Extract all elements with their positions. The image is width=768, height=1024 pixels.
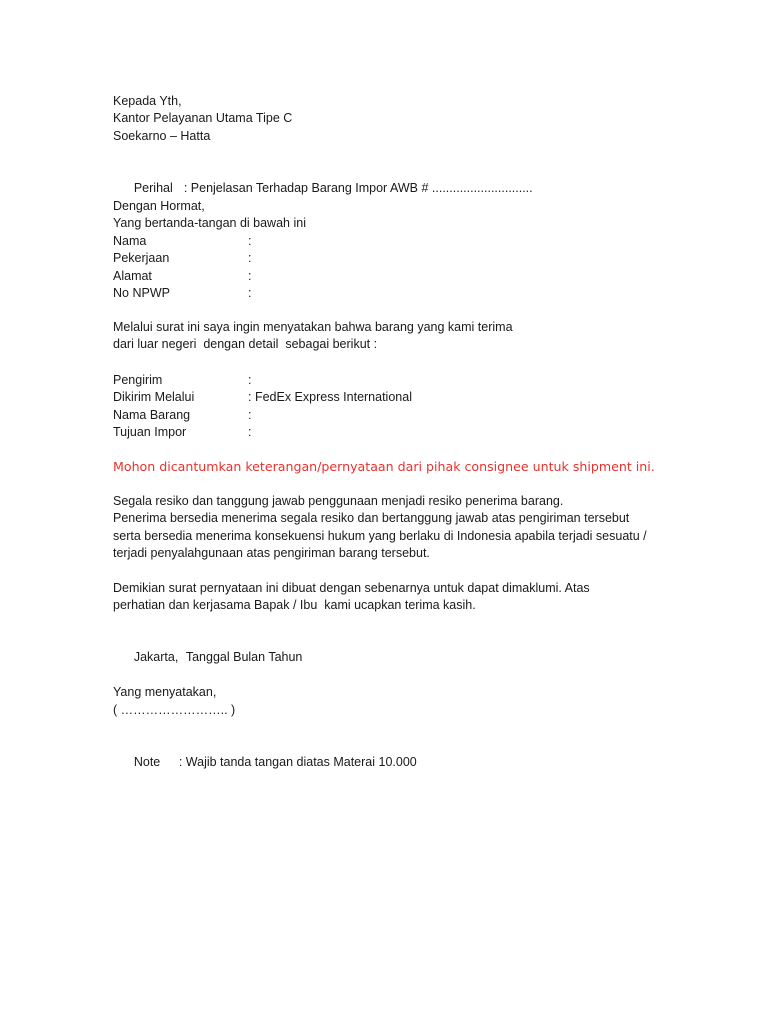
responsibility-line: Penerima bersedia menerima segala resiko dan bertanggung jawab atas pengiriman tersebut bbox=[113, 511, 630, 526]
responsibility-line: Segala resiko dan tanggung jawab penggunaan menjadi resiko penerima barang. bbox=[113, 494, 564, 508]
consignee-notice bbox=[113, 458, 713, 475]
signature-block bbox=[113, 632, 673, 702]
field-value: : bbox=[248, 425, 252, 440]
shipment-field-tujuan bbox=[113, 424, 673, 441]
salutation: Dengan Hormat, bbox=[113, 199, 205, 213]
statement-paragraph bbox=[113, 319, 673, 354]
shipment-field-pengirim bbox=[113, 372, 673, 389]
shipment-details bbox=[113, 372, 673, 442]
field-label: Pengirim bbox=[113, 373, 163, 387]
notice-text: Mohon dicantumkan keterangan/pernyataan dari pihak consignee untuk shipment ini. bbox=[113, 459, 655, 474]
field-value: : bbox=[248, 407, 252, 422]
field-label: Pekerjaan bbox=[113, 251, 170, 266]
signer-field-nama bbox=[113, 233, 673, 250]
signer-field-npwp bbox=[113, 285, 673, 302]
field-value: : bbox=[248, 233, 252, 248]
signer-section bbox=[113, 198, 673, 302]
field-label: Nama bbox=[113, 233, 147, 248]
note-value: : Wajib tanda tangan diatas Materai 10.000 bbox=[178, 755, 417, 770]
signer-intro: Yang bertanda-tangan di bawah ini bbox=[113, 216, 306, 231]
field-value: : bbox=[248, 286, 252, 301]
closing-line: perhatian dan kerjasama Bapak / Ibu kami ucapkan terima kasih. bbox=[113, 598, 476, 613]
field-value: : bbox=[248, 373, 252, 387]
statement-line: dari luar negeri dengan detail sebagai berikut : bbox=[113, 337, 378, 352]
subject-value: : Penjelasan Terhadap Barang Impor AWB # ............................. bbox=[183, 181, 533, 196]
recipient-line: Kantor Pelayanan Utama Tipe C bbox=[113, 111, 293, 126]
recipient-line: Kepada Yth, bbox=[113, 94, 182, 108]
shipment-field-nama-barang bbox=[113, 407, 673, 424]
signer-field-pekerjaan bbox=[113, 250, 673, 267]
field-value: : bbox=[248, 251, 252, 266]
note-label: Note bbox=[133, 755, 161, 770]
closing-line: Demikian surat pernyataan ini dibuat dengan sebenarnya untuk dapat dimaklumi. Atas bbox=[113, 581, 590, 595]
field-label: No NPWP bbox=[113, 286, 170, 301]
closing-paragraph bbox=[113, 580, 713, 615]
note-line bbox=[113, 737, 673, 789]
subject-label: Perihal bbox=[133, 181, 173, 196]
signature-name-line bbox=[113, 702, 673, 719]
responsibility-line: terjadi penyalahgunaan atas pengiriman barang tersebut. bbox=[113, 546, 430, 561]
field-value: : FedEx Express International bbox=[248, 390, 412, 405]
responsibility-line: serta bersedia menerima konsekuensi hukum yang berlaku di Indonesia apabila terjadi sesuatu / bbox=[113, 528, 647, 543]
signature-place: Jakarta, bbox=[133, 650, 179, 665]
statement-line: Melalui surat ini saya ingin menyatakan bahwa barang yang kami terima bbox=[113, 320, 513, 334]
field-label: Nama Barang bbox=[113, 407, 191, 422]
responsibility-paragraph bbox=[113, 493, 713, 563]
signature-date: Tanggal Bulan Tahun bbox=[185, 650, 303, 665]
field-label: Dikirim Melalui bbox=[113, 390, 195, 405]
field-value: : bbox=[248, 268, 252, 283]
signature-declarant: Yang menyatakan, bbox=[113, 685, 217, 700]
recipient-address bbox=[113, 93, 673, 145]
field-label: Alamat bbox=[113, 268, 152, 283]
field-label: Tujuan Impor bbox=[113, 425, 187, 440]
signer-field-alamat bbox=[113, 268, 673, 285]
recipient-line: Soekarno – Hatta bbox=[113, 128, 211, 143]
signature-name-placeholder: ( …………………….. ) bbox=[113, 703, 236, 717]
shipment-field-dikirim bbox=[113, 389, 673, 406]
